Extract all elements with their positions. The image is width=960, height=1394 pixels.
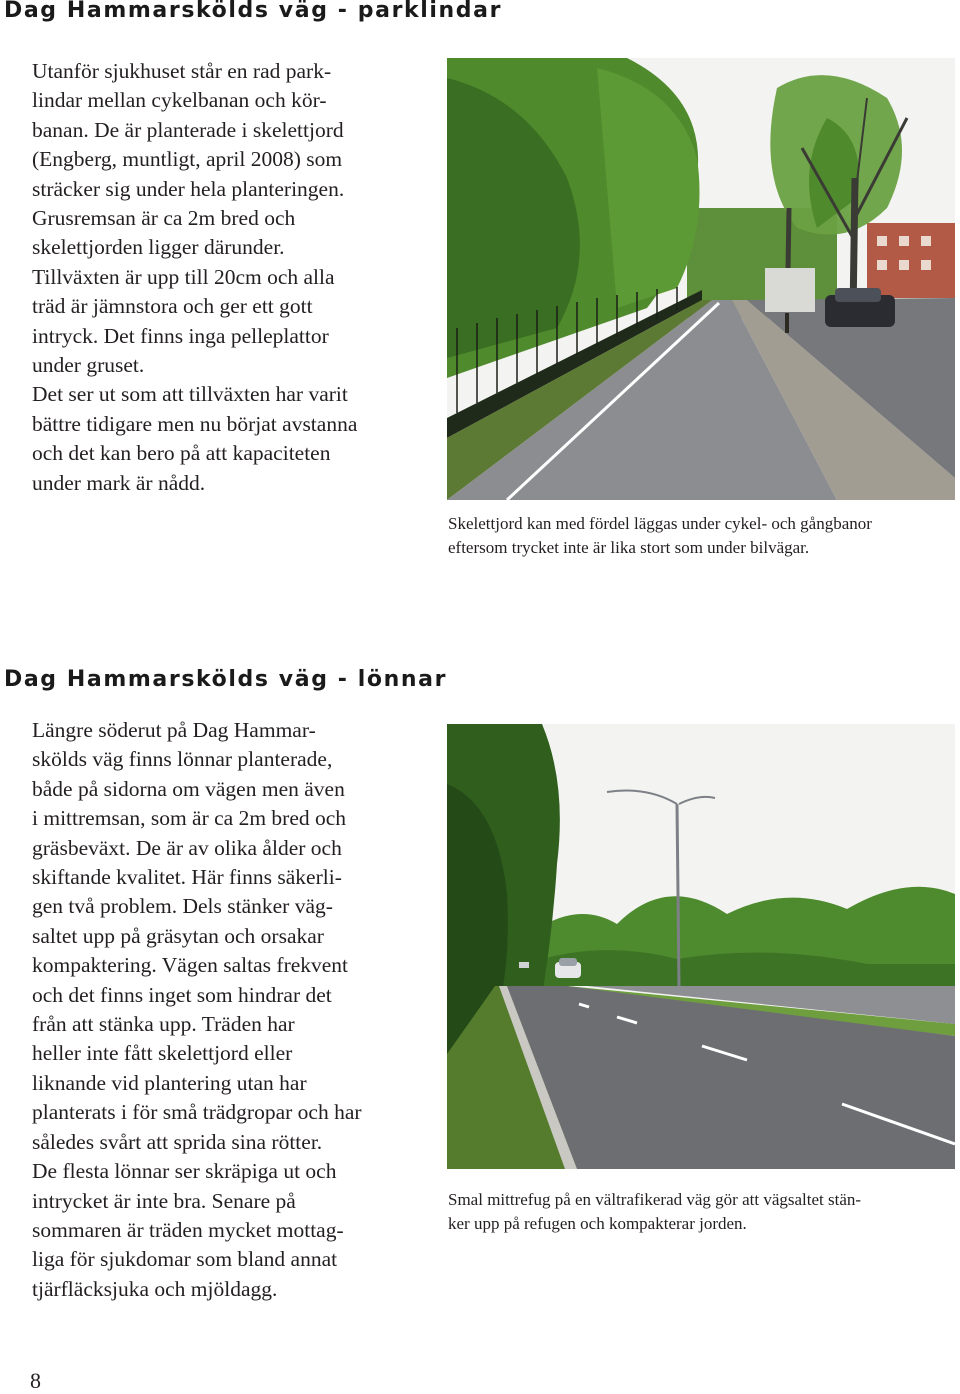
section-heading-lonnar: Dag Hammarskölds väg - lönnar	[4, 667, 448, 692]
text-line: intrycket är inte bra. Senare på	[32, 1188, 296, 1213]
body-text-parklindar	[32, 57, 357, 498]
text-line: lindar mellan cykelbanan och kör-	[32, 88, 327, 113]
page-number: 8	[30, 1368, 41, 1393]
section-heading-parklindar: Dag Hammarskölds väg - parklindar	[4, 0, 503, 23]
text-line: således svårt att sprida sina rötter.	[32, 1129, 323, 1154]
text-line: under gruset.	[32, 353, 145, 378]
photo-road-median-maples	[447, 724, 955, 1169]
caption-lonnar	[448, 1188, 861, 1236]
caption-line: ker upp på refugen och kompakterar jorden.	[448, 1214, 747, 1233]
text-line: från att stänka upp. Träden har	[32, 1012, 295, 1037]
text-line: Utanför sjukhuset står en rad park-	[32, 59, 332, 83]
text-line: Det ser ut som att tillväxten har varit	[32, 382, 348, 407]
photo-cycle-path-lindens	[447, 58, 955, 500]
text-line: De flesta lönnar ser skräpiga ut och	[32, 1159, 337, 1184]
text-line: under mark är nådd.	[32, 470, 206, 495]
text-line: och det kan bero på att kapaciteten	[32, 441, 331, 466]
text-line: sträcker sig under hela planteringen.	[32, 176, 345, 201]
text-line: i mittremsan, som är ca 2m bred och	[32, 806, 347, 831]
text-line: tjärfläcksjuka och mjöldagg.	[32, 1276, 278, 1301]
body-text-lonnar	[32, 716, 362, 1304]
text-line: liknande vid plantering utan har	[32, 1070, 307, 1095]
text-line: planterats i för små trädgropar och har	[32, 1100, 362, 1125]
text-line: Tillväxten är upp till 20cm och alla	[32, 264, 335, 289]
text-line: kompaktering. Vägen saltas frekvent	[32, 953, 349, 978]
text-line: heller inte fått skelettjord eller	[32, 1041, 293, 1066]
text-line: skelettjorden ligger därunder.	[32, 235, 285, 260]
caption-parklindar	[448, 512, 872, 560]
text-line: intryck. Det finns inga pelleplattor	[32, 323, 329, 348]
text-line: sommaren är träden mycket mottag-	[32, 1217, 344, 1242]
caption-line: eftersom trycket inte är lika stort som under bilvägar.	[448, 538, 810, 557]
text-line: Grusremsan är ca 2m bred och	[32, 206, 296, 231]
caption-line: Smal mittrefug på en vältrafikerad väg gör att vägsaltet stän-	[448, 1190, 862, 1209]
text-line: liga för sjukdomar som bland annat	[32, 1247, 338, 1272]
text-line: (Engberg, muntligt, april 2008) som	[32, 147, 343, 172]
text-line: bättre tidigare men nu börjat avstanna	[32, 411, 358, 436]
text-line: saltet upp på gräsytan och orsakar	[32, 923, 324, 948]
text-line: Längre söderut på Dag Hammar-	[32, 718, 316, 742]
text-line: skölds väg finns lönnar planterade,	[32, 747, 333, 772]
text-line: banan. De är planterade i skelettjord	[32, 117, 344, 142]
text-line: skiftande kvalitet. Här finns säkerli-	[32, 865, 342, 890]
text-line: gräsbeväxt. De är av olika ålder och	[32, 835, 342, 860]
text-line: och det finns inget som hindrar det	[32, 982, 332, 1007]
text-line: träd är jämnstora och ger ett gott	[32, 294, 313, 319]
caption-line: Skelettjord kan med fördel läggas under cykel- och gångbanor	[448, 514, 872, 533]
text-line: både på sidorna om vägen men även	[32, 776, 345, 801]
text-line: gen två problem. Dels stänker väg-	[32, 894, 333, 919]
